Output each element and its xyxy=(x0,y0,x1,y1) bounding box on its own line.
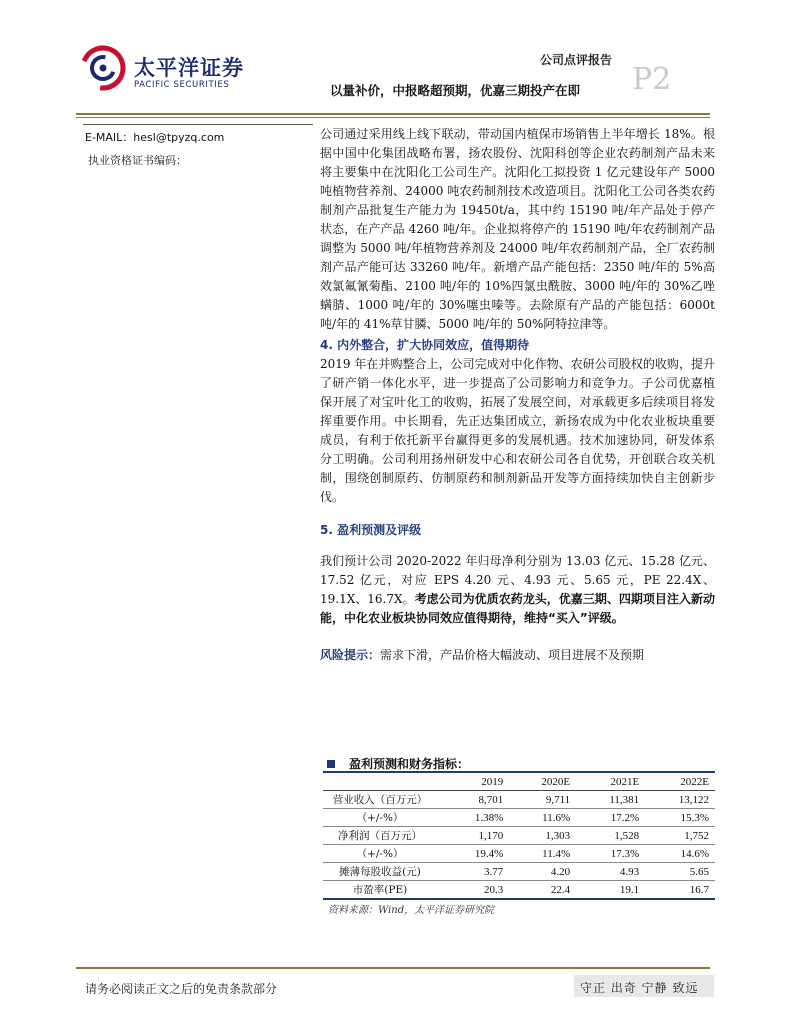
table-header-cell: 2020E xyxy=(509,773,576,791)
table-cell: 11.4% xyxy=(509,845,576,863)
table-cell: 17.3% xyxy=(576,845,645,863)
financial-table xyxy=(323,773,715,900)
table-cell: 13,122 xyxy=(645,791,715,809)
table-row-label: （+/-%） xyxy=(323,845,443,863)
section-heading-4: 4. 内外整合，扩大协同效应，值得期待 xyxy=(320,338,530,352)
table-cell: 11,381 xyxy=(576,791,645,809)
report-type: 公司点评报告 xyxy=(540,53,613,67)
table-source: 资料来源：Wind，太平洋证券研究院 xyxy=(328,905,495,916)
table-header-cell: 2022E xyxy=(645,773,715,791)
header-divider-thin xyxy=(76,117,710,118)
table-row-label: 市盈率(PE) xyxy=(323,881,443,900)
table-cell: 1,752 xyxy=(645,827,715,845)
table-row xyxy=(323,881,715,900)
table-header-row xyxy=(323,773,715,791)
table-cell: 19.4% xyxy=(443,845,509,863)
logo-text: 太平洋证券 xyxy=(134,56,244,80)
table-row xyxy=(323,809,715,827)
page-number: P2 xyxy=(632,62,672,97)
table-row-label: 净利润（百万元） xyxy=(323,827,443,845)
section-heading-5: 5. 盈利预测及评级 xyxy=(320,523,422,537)
table-cell: 4.20 xyxy=(509,863,576,881)
table-header-cell: 2019 xyxy=(443,773,509,791)
paragraph-capacity: 公司通过采用线上线下联动，带动国内植保市场销售上半年增长 18%。根据中国中化集团战略布署，扬农股份、沈阳科创等企业农药制剂产品未来将主要集中在沈阳化工公司生产。沈阳化工拟投资 1 亿元建设年产 5000 吨植物营养剂、24000 吨农药制剂技术改造项目。沈阳化工公司各类农药制剂产品批复生产能力为 19450t/a，其中约 15190 吨/年产品处于停产状态，在产产品 4260 吨/年。企业拟将停产的 15190 吨/年农药制剂产品调整为 5000 吨/年植物营养剂及 24000 吨/年农药制剂产品，全厂农药制剂产品产能可达 33260 吨/年。新增产品产能包括：2350 吨/年的 5%高效氯氟氰菊酯、2100 吨/年的 10%四氯虫酰胺、3000 吨/年的 30%乙唑螨腈、1000 吨/年的 30%噻虫嗪等。去除原有产品的产能包括：6000t 吨/年的 41%草甘膦、5000 吨/年的 50%阿特拉津等。 xyxy=(320,127,715,331)
footer-divider xyxy=(76,967,710,969)
risk-text: 需求下滑，产品价格大幅波动、项目进展不及预期 xyxy=(380,648,645,662)
rating-text: 考虑公司为优质农药龙头，优嘉三期、四期项目注入新动能，中化农业板块协同效应值得期待，维持“买入”评级。 xyxy=(320,592,715,625)
analyst-email: E-MAIL：hesl@tpyzq.com xyxy=(85,131,225,144)
table-cell: 1,528 xyxy=(576,827,645,845)
table-cell: 22.4 xyxy=(509,881,576,900)
table-cell: 16.7 xyxy=(645,881,715,900)
table-title: 盈利预测和财务指标： xyxy=(349,757,470,771)
paragraph-forecast xyxy=(320,552,715,628)
report-body xyxy=(320,125,715,665)
logo-subtext: PACIFIC SECURITIES xyxy=(134,80,230,90)
table-cell: 4.93 xyxy=(576,863,645,881)
table-bullet-icon xyxy=(327,760,335,768)
risk-notice xyxy=(320,646,715,665)
disclaimer-notice: 请务必阅读正文之后的免责条款部分 xyxy=(85,982,278,996)
table-row xyxy=(323,827,715,845)
table-row xyxy=(323,863,715,881)
table-cell: 11.6% xyxy=(509,809,576,827)
table-row xyxy=(323,791,715,809)
company-motto: 守正 出奇 宁静 致远 xyxy=(580,981,699,995)
sidebar-divider xyxy=(83,124,313,125)
table-cell: 1.38% xyxy=(443,809,509,827)
cert-number-label: 执业资格证书编码： xyxy=(88,154,187,167)
table-row xyxy=(323,845,715,863)
forecast-text: 我们预计公司 2020-2022 年归母净利分别为 13.03 亿元、15.28 亿元、17.52 亿元，对应 EPS 4.20 元、4.93 元、5.65 元，PE 22.4X、19.1X、16.7X。 xyxy=(320,554,715,606)
table-cell: 15.3% xyxy=(645,809,715,827)
table-header-cell xyxy=(323,773,443,791)
risk-label: 风险提示： xyxy=(320,648,381,662)
table-row-label: 营业收入（百万元） xyxy=(323,791,443,809)
report-title: 以量补价，中报略超预期，优嘉三期投产在即 xyxy=(330,83,581,98)
table-cell: 5.65 xyxy=(645,863,715,881)
table-cell: 3.77 xyxy=(443,863,509,881)
table-cell: 17.2% xyxy=(576,809,645,827)
logo-icon xyxy=(80,45,126,91)
table-cell: 14.6% xyxy=(645,845,715,863)
table-cell: 8,701 xyxy=(443,791,509,809)
table-cell: 20.3 xyxy=(443,881,509,900)
paragraph-integration: 2019 年在并购整合上，公司完成对中化作物、农研公司股权的收购，提升了研产销一体化水平，进一步提高了公司影响力和竞争力。子公司优嘉植保开展了对宝叶化工的收购，拓展了发展空间，对承载更多后续项目将发挥重要作用。中长期看，先正达集团成立，新扬农成为中化农业板块重要成员，有利于依托新平台赢得更多的发展机遇。技术加速协同，研发体系分工明确。公司利用扬州研发中心和农研公司各自优势，开创联合攻关机制，围绕创制原药、仿制原药和制剂新品开发等方面持续加快自主创新步伐。 xyxy=(320,357,715,504)
table-cell: 19.1 xyxy=(576,881,645,900)
header-divider xyxy=(76,113,710,115)
table-cell: 1,170 xyxy=(443,827,509,845)
table-header-cell: 2021E xyxy=(576,773,645,791)
table-cell: 1,303 xyxy=(509,827,576,845)
table-cell: 9,711 xyxy=(509,791,576,809)
table-row-label: （+/-%） xyxy=(323,809,443,827)
table-row-label: 摊薄每股收益(元) xyxy=(323,863,443,881)
